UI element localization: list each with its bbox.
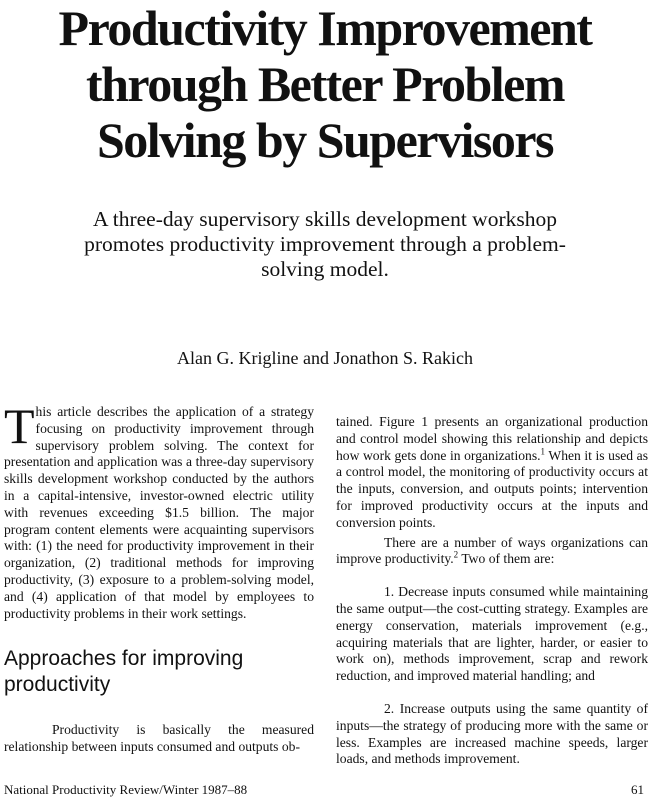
section-heading: Approaches for improving productivity <box>4 647 244 697</box>
paragraph-text: tained. Figure 1 presents an organizational production and control model showing this relationship and depicts how work gets done in organizations. <box>336 414 648 463</box>
continued-paragraph <box>336 414 648 532</box>
section-paragraph: Productivity is basically the measured relationship between inputs consumed and outputs ob- <box>4 722 314 755</box>
title-line: through Better Problem <box>85 56 565 112</box>
left-column <box>4 398 314 756</box>
page-number: 61 <box>631 782 644 797</box>
ways-paragraph <box>336 535 648 569</box>
intro-text: his article describes the application of a strategy focusing on productivity improvement through supervisory problem solving. The context for presentation and application was a three-day supervisory skills development workshop conducted by the authors in a capital-intensive, investor-owned electric utility with revenues exceeding $1.5 billion. The major program content elements were acquainting supervisors with: (1) the need for productivity improvement in their organization, (2) traditional methods for improving productivity, (3) exposure to a problem-solving model, and (4) application of that model by employees to productivity problems in their work settings. <box>4 404 314 621</box>
title-line: Solving by Supervisors <box>96 112 553 168</box>
article-authors: Alan G. Krigline and Jonathon S. Rakich <box>177 348 473 368</box>
list-item: 1. Decrease inputs consumed while maintaining the same output—the cost-cutting strategy. Examples are energy conservation, materials improvement (e.g., acquiring materials that are lighter, harder, or easier to work on), methods improvement, scrap and rework reduction, and improved material handling; and <box>336 584 648 684</box>
journal-footer: National Productivity Review/Winter 1987–88 <box>4 782 248 797</box>
article-subtitle: A three-day supervisory skills development workshop promotes productivity improvement through a problem-solving model. <box>84 207 566 281</box>
footnote-ref: 1 <box>540 446 546 457</box>
title-line: Productivity Improvement <box>58 0 592 56</box>
paragraph-text: There are a number of ways organizations can improve productivity. <box>336 534 648 567</box>
footnote-ref: 2 <box>453 549 459 560</box>
intro-paragraph <box>4 398 314 622</box>
paragraph-text: Two of them are: <box>458 551 555 567</box>
right-column <box>336 414 648 768</box>
article-title <box>0 0 650 168</box>
drop-cap: T <box>4 398 35 454</box>
paragraph-text: When it is used as a control model, the monitoring of productivity occurs at the inputs, conversion, and outputs points; intervention for improved productivity occurs at the inputs and conversion points. <box>336 447 648 530</box>
list-item: 2. Increase outputs using the same quantity of inputs—the strategy of producing more with the same or less. Examples are increased machine speeds, larger loads, and methods improvement. <box>336 700 648 767</box>
